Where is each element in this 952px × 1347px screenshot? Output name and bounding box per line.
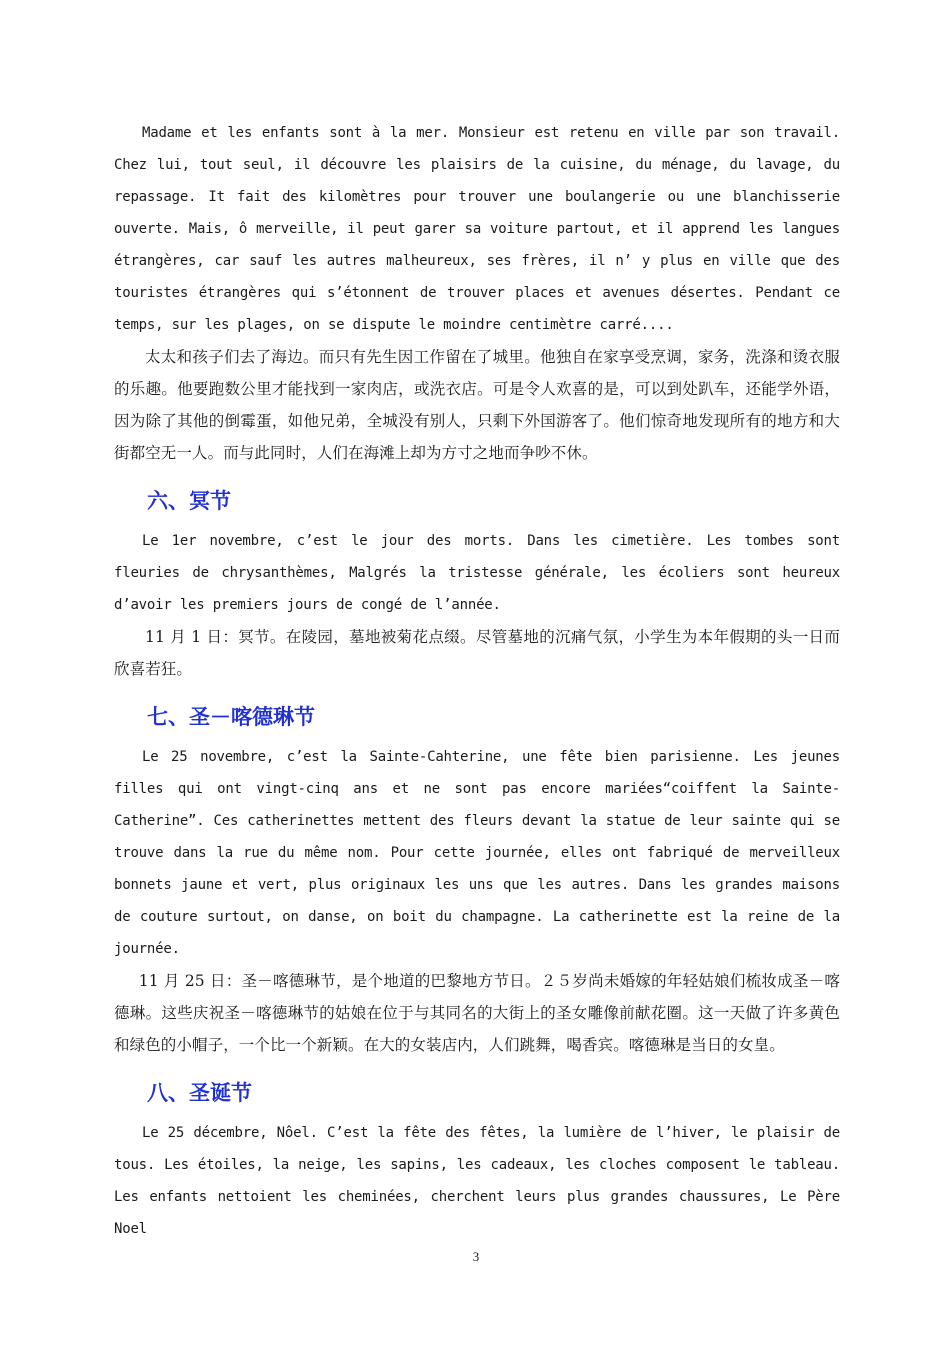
paragraph-chinese-toussaint: 11 月 1 日：冥节。在陵园，墓地被菊花点缀。尽管墓地的沉痛气氛，小学生为本年假期的头一日而欣喜若狂。 xyxy=(114,628,840,678)
paragraph-chinese-intro: 太太和孩子们去了海边。而只有先生因工作留在了城里。他独自在家享受烹调，家务，洗涤和烫衣服的乐趣。他要跑数公里才能找到一家肉店，或洗衣店。可是令人欢喜的是，可以到处趴车，还能学外语，因为除了其他的倒霉蛋，如他兄弟，全城没有别人，只剩下外国游客了。他们惊奇地发现所有的地方和大街都空无一人。而与此同时，人们在海滩上却为方寸之地而争吵不休。 xyxy=(114,348,840,462)
paragraph-french-noel: Le 25 décembre, Nôel. C’est la fête des fêtes, la lumière de l’hiver, le plaisir de tous. Les étoiles, la neige, les sapins, les cadeaux, les cloches composent le tableau. Les enfants nettoient les cheminées, cherchent leurs plus grandes chaussures, Le Père Noel xyxy=(114,1125,840,1237)
document-body xyxy=(114,117,840,1245)
section-heading-sainte-catherine: 七、圣－喀德琳节 xyxy=(147,705,315,729)
paragraph-french-sainte-catherine: Le 25 novembre, c’est la Sainte-Cahterine, une fête bien parisienne. Les jeunes filles qui ont vingt-cinq ans et ne sont pas encore mariées“coiffent la Sainte-Catherine”. Ces catherinettes mettent des fleurs devant la statue de leur sainte qui se trouve dans la rue du même nom. Pour cette journée, elles ont fabriqué de merveilleux bonnets jaune et vert, plus originaux les uns que les autres. Dans les grandes maisons de couture surtout, on danse, on boit du champagne. La catherinette est la reine de la journée. xyxy=(114,749,840,957)
section-heading-noel: 八、圣诞节 xyxy=(147,1081,252,1105)
page-number: 3 xyxy=(472,1249,480,1264)
paragraph-french-toussaint: Le 1er novembre, c’est le jour des morts. Dans les cimetière. Les tombes sont fleuries de chrysanthèmes, Malgrés la tristesse générale, les écoliers sont heureux d’avoir les premiers jours de congé de l’année. xyxy=(114,533,840,613)
paragraph-french-intro: Madame et les enfants sont à la mer. Monsieur est retenu en ville par son travail. Chez lui, tout seul, il découvre les plaisirs de la cuisine, du ménage, du lavage, du repassage. It fait des kilomètres pour trouver une boulangerie ou une blanchisserie ouverte. Mais, ô merveille, il peut garer sa voiture partout, et il apprend les langues étrangères, car sauf les autres malheureux, ses frères, il n’ y plus en ville que des touristes étrangères qui s’étonnent de trouver places et avenues désertes. Pendant ce temps, sur les plages, on se dispute le moindre centimètre carré.... xyxy=(114,125,840,333)
paragraph-chinese-sainte-catherine: 11 月 25 日：圣－喀德琳节，是个地道的巴黎地方节日。２５岁尚未婚嫁的年轻姑娘们梳妆成圣－喀德琳。这些庆祝圣－喀德琳节的姑娘在位于与其同名的大街上的圣女雕像前献花圈。这一天做了许多黄色和绿色的小帽子，一个比一个新颖。在大的女装店内，人们跳舞，喝香宾。喀德琳是当日的女皇。 xyxy=(114,972,840,1054)
section-heading-toussaint: 六、冥节 xyxy=(147,489,231,513)
